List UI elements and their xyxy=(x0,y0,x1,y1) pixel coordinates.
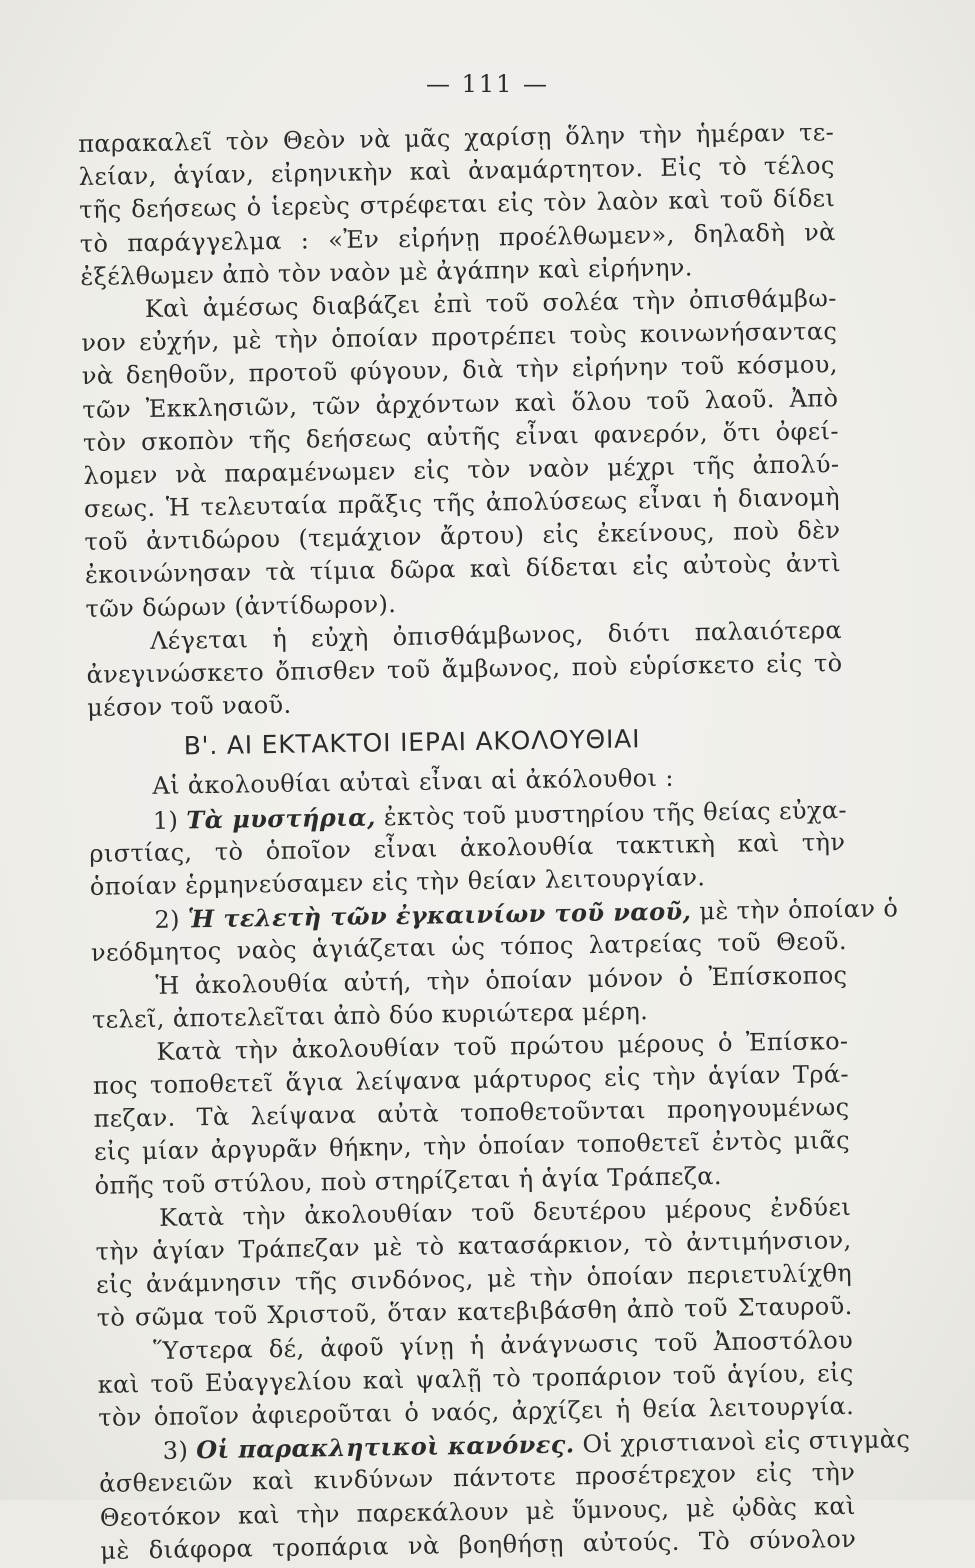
text-line: τὸν σκοπὸν τῆς δεήσεως αὐτῆς εἶναι φανερόν, ὅτι ὀφεί- xyxy=(82,416,840,457)
text-line: σεως. Ἡ τελευταία πρᾶξις τῆς ἀπολύσεως εἶναι ἡ διανομὴ xyxy=(83,483,841,524)
text-line: εἰς ἀνάμνησιν τῆς σινδόνος, μὲ τὴν ὁποίαν περιετυλίχθη xyxy=(95,1259,853,1300)
text-line: τῆς δεήσεως ὁ ἱερεὺς στρέφεται εἰς τὸν λαὸν καὶ τοῦ δίδει xyxy=(79,184,836,225)
text-line: τὸν ὁποῖον ἀφιεροῦται ὁ ναός, ἀρχίζει ἡ θεία λειτουργία. xyxy=(98,1391,855,1432)
text-line: νεόδμητος ναὸς ἁγιάζεται ὡς τόπος λατρείας τοῦ Θεοῦ. xyxy=(90,927,848,968)
text-line: Κατὰ τὴν ἀκολουθίαν τοῦ δευτέρου μέρους ἐνδύει xyxy=(158,1192,852,1232)
text-line: ὁποίαν ἑρμηνεύσαμεν εἰς τὴν θείαν λειτουργίαν. xyxy=(89,863,706,901)
text-line: νὰ δεηθοῦν, προτοῦ φύγουν, διὰ τὴν εἰρήνην τοῦ κόσμου, xyxy=(81,350,839,391)
text-line: τῶν δώρων (ἀντίδωρον). xyxy=(85,589,397,623)
text-line: λομεν νὰ παραμένωμεν εἰς τὸν ναὸν μέχρι τῆς ἀπολύ- xyxy=(83,449,840,490)
text-line: Θεοτόκον καὶ τὴν παρεκάλουν μὲ ὕμνους, μὲ ᾠδὰς καὶ xyxy=(99,1491,856,1532)
list-number: 1) xyxy=(152,806,179,835)
text-line: τοῦ ἀντιδώρου (τεμάχιον ἄρτου) εἰς ἐκείνους, ποὺ δὲν xyxy=(84,516,841,557)
list-term: Οἱ παρακλητικοὶ κανόνες. xyxy=(196,1429,575,1465)
page-number: — 111 — xyxy=(425,70,550,98)
text-line: τὸ σῶμα τοῦ Χριστοῦ, ὅταν κατεβιβάσθη ἀπὸ τοῦ Σταυροῦ. xyxy=(96,1292,853,1333)
list-text: ἐκτὸς τοῦ μυστηρίου τῆς θείας εὐχα- xyxy=(383,795,848,831)
section-heading: Β'. ΑΙ ΕΚΤΑΚΤΟΙ ΙΕΡΑΙ ΑΚΟΛΟΥΘΙΑΙ xyxy=(183,724,641,761)
list-number: 2) xyxy=(154,905,181,935)
list-text: Οἱ χριστιανοὶ εἰς στιγμὰς xyxy=(582,1425,911,1459)
text-line: τῶν Ἐκκλησιῶν, τῶν ἀρχόντων καὶ ὅλου τοῦ λαοῦ. Ἀπὸ xyxy=(82,383,839,424)
list-term: Τὰ μυστήρια, xyxy=(186,801,376,834)
text-line: λείαν, ἁγίαν, εἰρηνικὴν καὶ ἀναμάρτητον. Εἰς τὸ τέλος xyxy=(78,151,835,192)
text-line: μέσον τοῦ ναοῦ. xyxy=(86,690,292,723)
text-line: Καὶ ἀμέσως διαβάζει ἐπὶ τοῦ σολέα τὴν ὀπισθάμβω- xyxy=(144,284,837,323)
text-line: τὴν ἁγίαν Τράπεζαν μὲ τὸ κατασάρκιον, τὸ ἀντιμήνσιον, xyxy=(95,1225,852,1266)
text-line: πεζαν. Τὰ λείψανα αὐτὰ τοποθετοῦνται προηγουμένως xyxy=(93,1093,850,1134)
text-line: ἐξέλθωμεν ἀπὸ τὸν ναὸν μὲ ἀγάπην καὶ εἰρήνην. xyxy=(80,253,693,291)
text-line: τὸ παράγγελμα : «Ἐν εἰρήνῃ προέλθωμεν», δηλαδὴ νὰ xyxy=(79,217,836,258)
text-line: ἀσθενειῶν καὶ κινδύνων πάντοτε προσέτρεχον εἰς τὴν xyxy=(99,1458,856,1499)
text-line: παρακαλεῖ τὸν Θεὸν νὰ μᾶς χαρίσῃ ὅλην τὴν ἡμέραν τε- xyxy=(78,118,835,158)
text-line: Κατὰ τὴν ἀκολουθίαν τοῦ πρώτου μέρους ὁ Ἐπίσκο- xyxy=(156,1026,849,1066)
text-line: τελεῖ, ἀποτελεῖται ἀπὸ δύο κυριώτερα μέρη. xyxy=(91,996,649,1034)
text-line: μὲ διάφορα τροπάρια νὰ βοηθήσῃ αὐτούς. Τὸ σύνολον xyxy=(100,1524,857,1565)
text-line: Ἡ ἀκολουθία αὐτή, τὴν ὁποίαν μόνον ὁ Ἐπίσκοπος xyxy=(155,960,848,1000)
list-number: 3) xyxy=(162,1436,189,1465)
text-line: καὶ τοῦ Εὐαγγελίου καὶ ψαλῇ τὸ τροπάριον τοῦ ἁγίου, εἰς xyxy=(97,1358,854,1399)
body-text xyxy=(78,116,911,1568)
text-line: Ὕστερα δέ, ἀφοῦ γίνῃ ἡ ἀνάγνωσις τοῦ Ἀποστόλου xyxy=(152,1325,854,1365)
text-line: ἀνεγινώσκετο ὄπισθεν τοῦ ἄμβωνος, ποὺ εὑρίσκετο εἰς τὸ xyxy=(86,649,843,689)
text-line: Λέγεται ἡ εὐχὴ ὀπισθάμβωνος, διότι παλαιότερα xyxy=(149,615,843,655)
text-line: πος τοποθετεῖ ἅγια λείψανα μάρτυρος εἰς τὴν ἁγίαν Τρά- xyxy=(92,1060,850,1100)
list-term: Ἡ τελετὴ τῶν ἐγκαινίων τοῦ ναοῦ, xyxy=(187,896,692,934)
list-text: μὲ τὴν ὁποίαν ὁ xyxy=(699,894,899,926)
text-line: εἰς μίαν ἀργυρᾶν θήκην, τὴν ὁποίαν τοποθετεῖ ἐντὸς μιᾶς xyxy=(93,1126,851,1167)
text-line: Αἱ ἀκολουθίαι αὐταὶ εἶναι αἱ ἀκόλουθοι : xyxy=(152,764,675,801)
text-line: ὀπῆς τοῦ στύλου, ποὺ στηρίζεται ἡ ἁγία Τράπεζα. xyxy=(94,1161,723,1200)
text-line: ριστίας, τὸ ὁποῖον εἶναι ἀκολουθία τακτικὴ καὶ τὴν xyxy=(89,827,846,868)
text-line: νον εὐχήν, μὲ τὴν ὁποίαν προτρέπει τοὺς κοινωνήσαντας xyxy=(81,317,838,358)
text-line: ἐκοινώνησαν τὰ τίμια δῶρα καὶ δίδεται εἰς αὐτοὺς ἀντὶ xyxy=(84,549,842,590)
